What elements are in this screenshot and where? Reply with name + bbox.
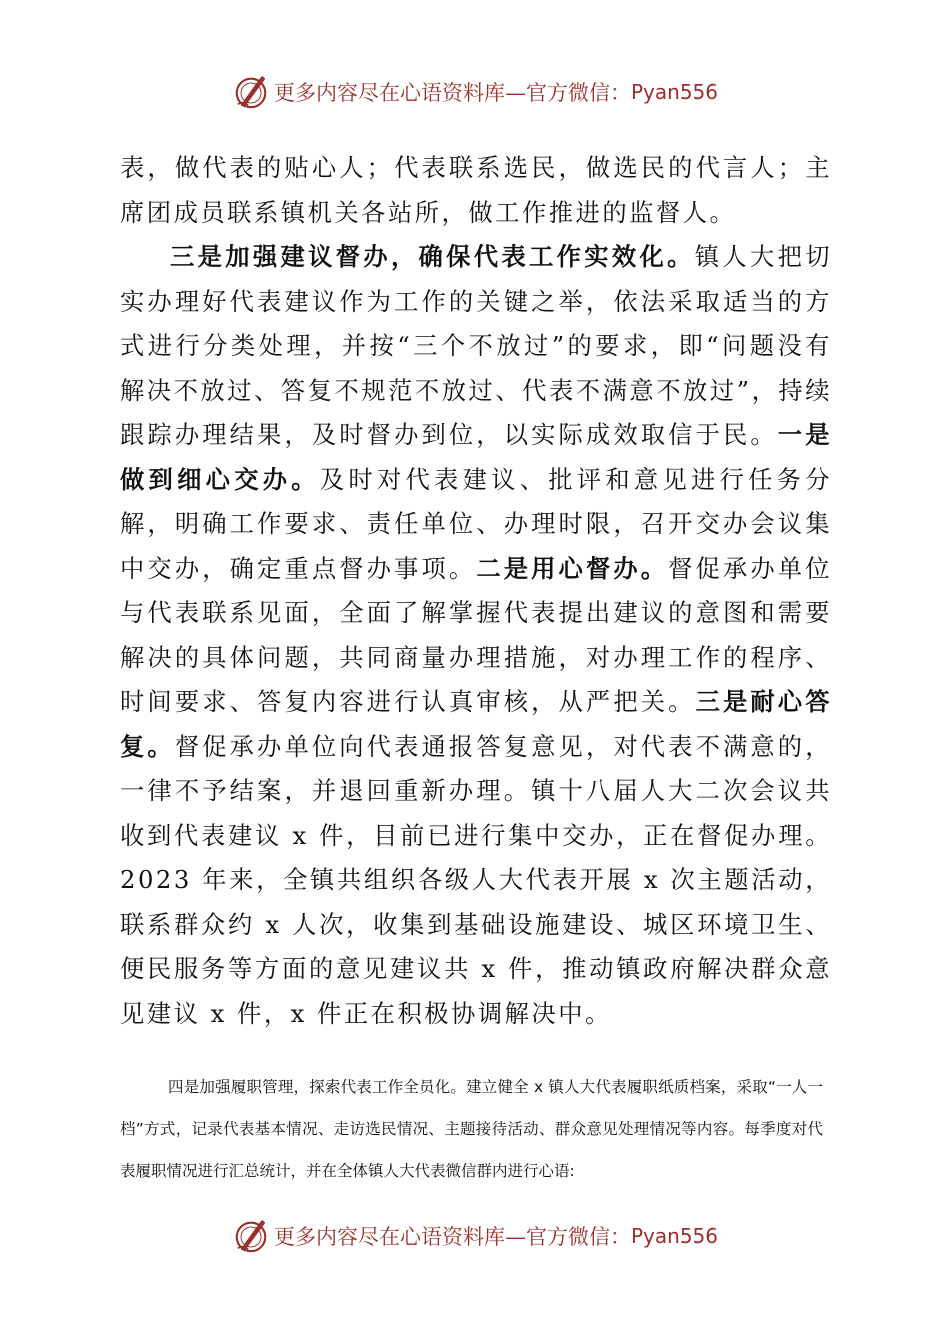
paragraph-text: 表，做代表的贴心人；代表联系选民，做选民的代言人；主席团成员联系镇机关各站所，做工作推进的监督人。 bbox=[120, 153, 832, 227]
paragraph-text: 督促承办单位向代表通报答复意见，对代表不满意的，一律不予结案，并退回重新办理。镇十八届人大二次会议共收到代表建议 x 件，目前已进行集中交办，正在督促办理。2023 年来，全镇共组织各级人大代表开展 x 次主题活动，联系群众约 x 人次，收集到基础设施建设、城区环境卫生、便民服务等方面的意见建议共 x 件，推动镇政府解决群众意见建议 x 件，x 件正在积极协调解决中。 bbox=[120, 731, 833, 1028]
pen-circle-logo-icon bbox=[232, 73, 270, 111]
document-body bbox=[120, 146, 832, 1192]
pen-circle-logo-icon bbox=[232, 1217, 270, 1255]
section-heading: 三是加强建议督办，确保代表工作实效化。 bbox=[170, 242, 695, 271]
paragraph-2 bbox=[120, 235, 832, 1036]
sub-heading: 一是做到细心交办。 bbox=[120, 420, 833, 494]
sub-heading: 三是耐心答复。 bbox=[120, 687, 833, 761]
paragraph-text: 督促承办单位与代表联系见面，全面了解掌握代表提出建议的意图和需要解决的具体问题，共同商量办理措施，对办理工作的程序、时间要求、答复内容进行认真审核，从严把关。 bbox=[120, 553, 833, 716]
footer-watermark-banner bbox=[0, 1214, 950, 1258]
paragraph-text: 及时对代表建议、批评和意见进行任务分解，明确工作要求、责任单位、办理时限，召开交办会议集中交办，确定重点督办事项。 bbox=[120, 464, 833, 583]
banner-wechat-id: Pyan556 bbox=[630, 80, 718, 104]
paragraph-text: 镇人大把切实办理好代表建议作为工作的关键之举，依法采取适当的方式进行分类处理，并按“三个不放过”的要求，即“问题没有解决不放过、答复不规范不放过、代表不满意不放过”，持续跟踪办理结果，及时督办到位，以实际成效取信于民。 bbox=[120, 242, 833, 449]
paragraph-3 bbox=[120, 1066, 823, 1192]
sub-heading: 二是用心督办。 bbox=[476, 553, 669, 583]
banner-text: 更多内容尽在心语资料库—官方微信： bbox=[273, 1225, 631, 1249]
header-watermark-banner bbox=[0, 70, 950, 114]
paragraph-1 bbox=[120, 146, 832, 235]
paragraph-text: 四是加强履职管理，探索代表工作全员化。建立健全 x 镇人大代表履职纸质档案，采取“一人一档”方式，记录代表基本情况、走访选民情况、主题接待活动、群众意见处理情况等内容。每季度对代表履职情况进行汇总统计，并在全体镇人大代表微信群内进行心语: bbox=[120, 1078, 823, 1180]
banner-wechat-id: Pyan556 bbox=[630, 1224, 718, 1248]
banner-text: 更多内容尽在心语资料库—官方微信： bbox=[273, 81, 631, 105]
